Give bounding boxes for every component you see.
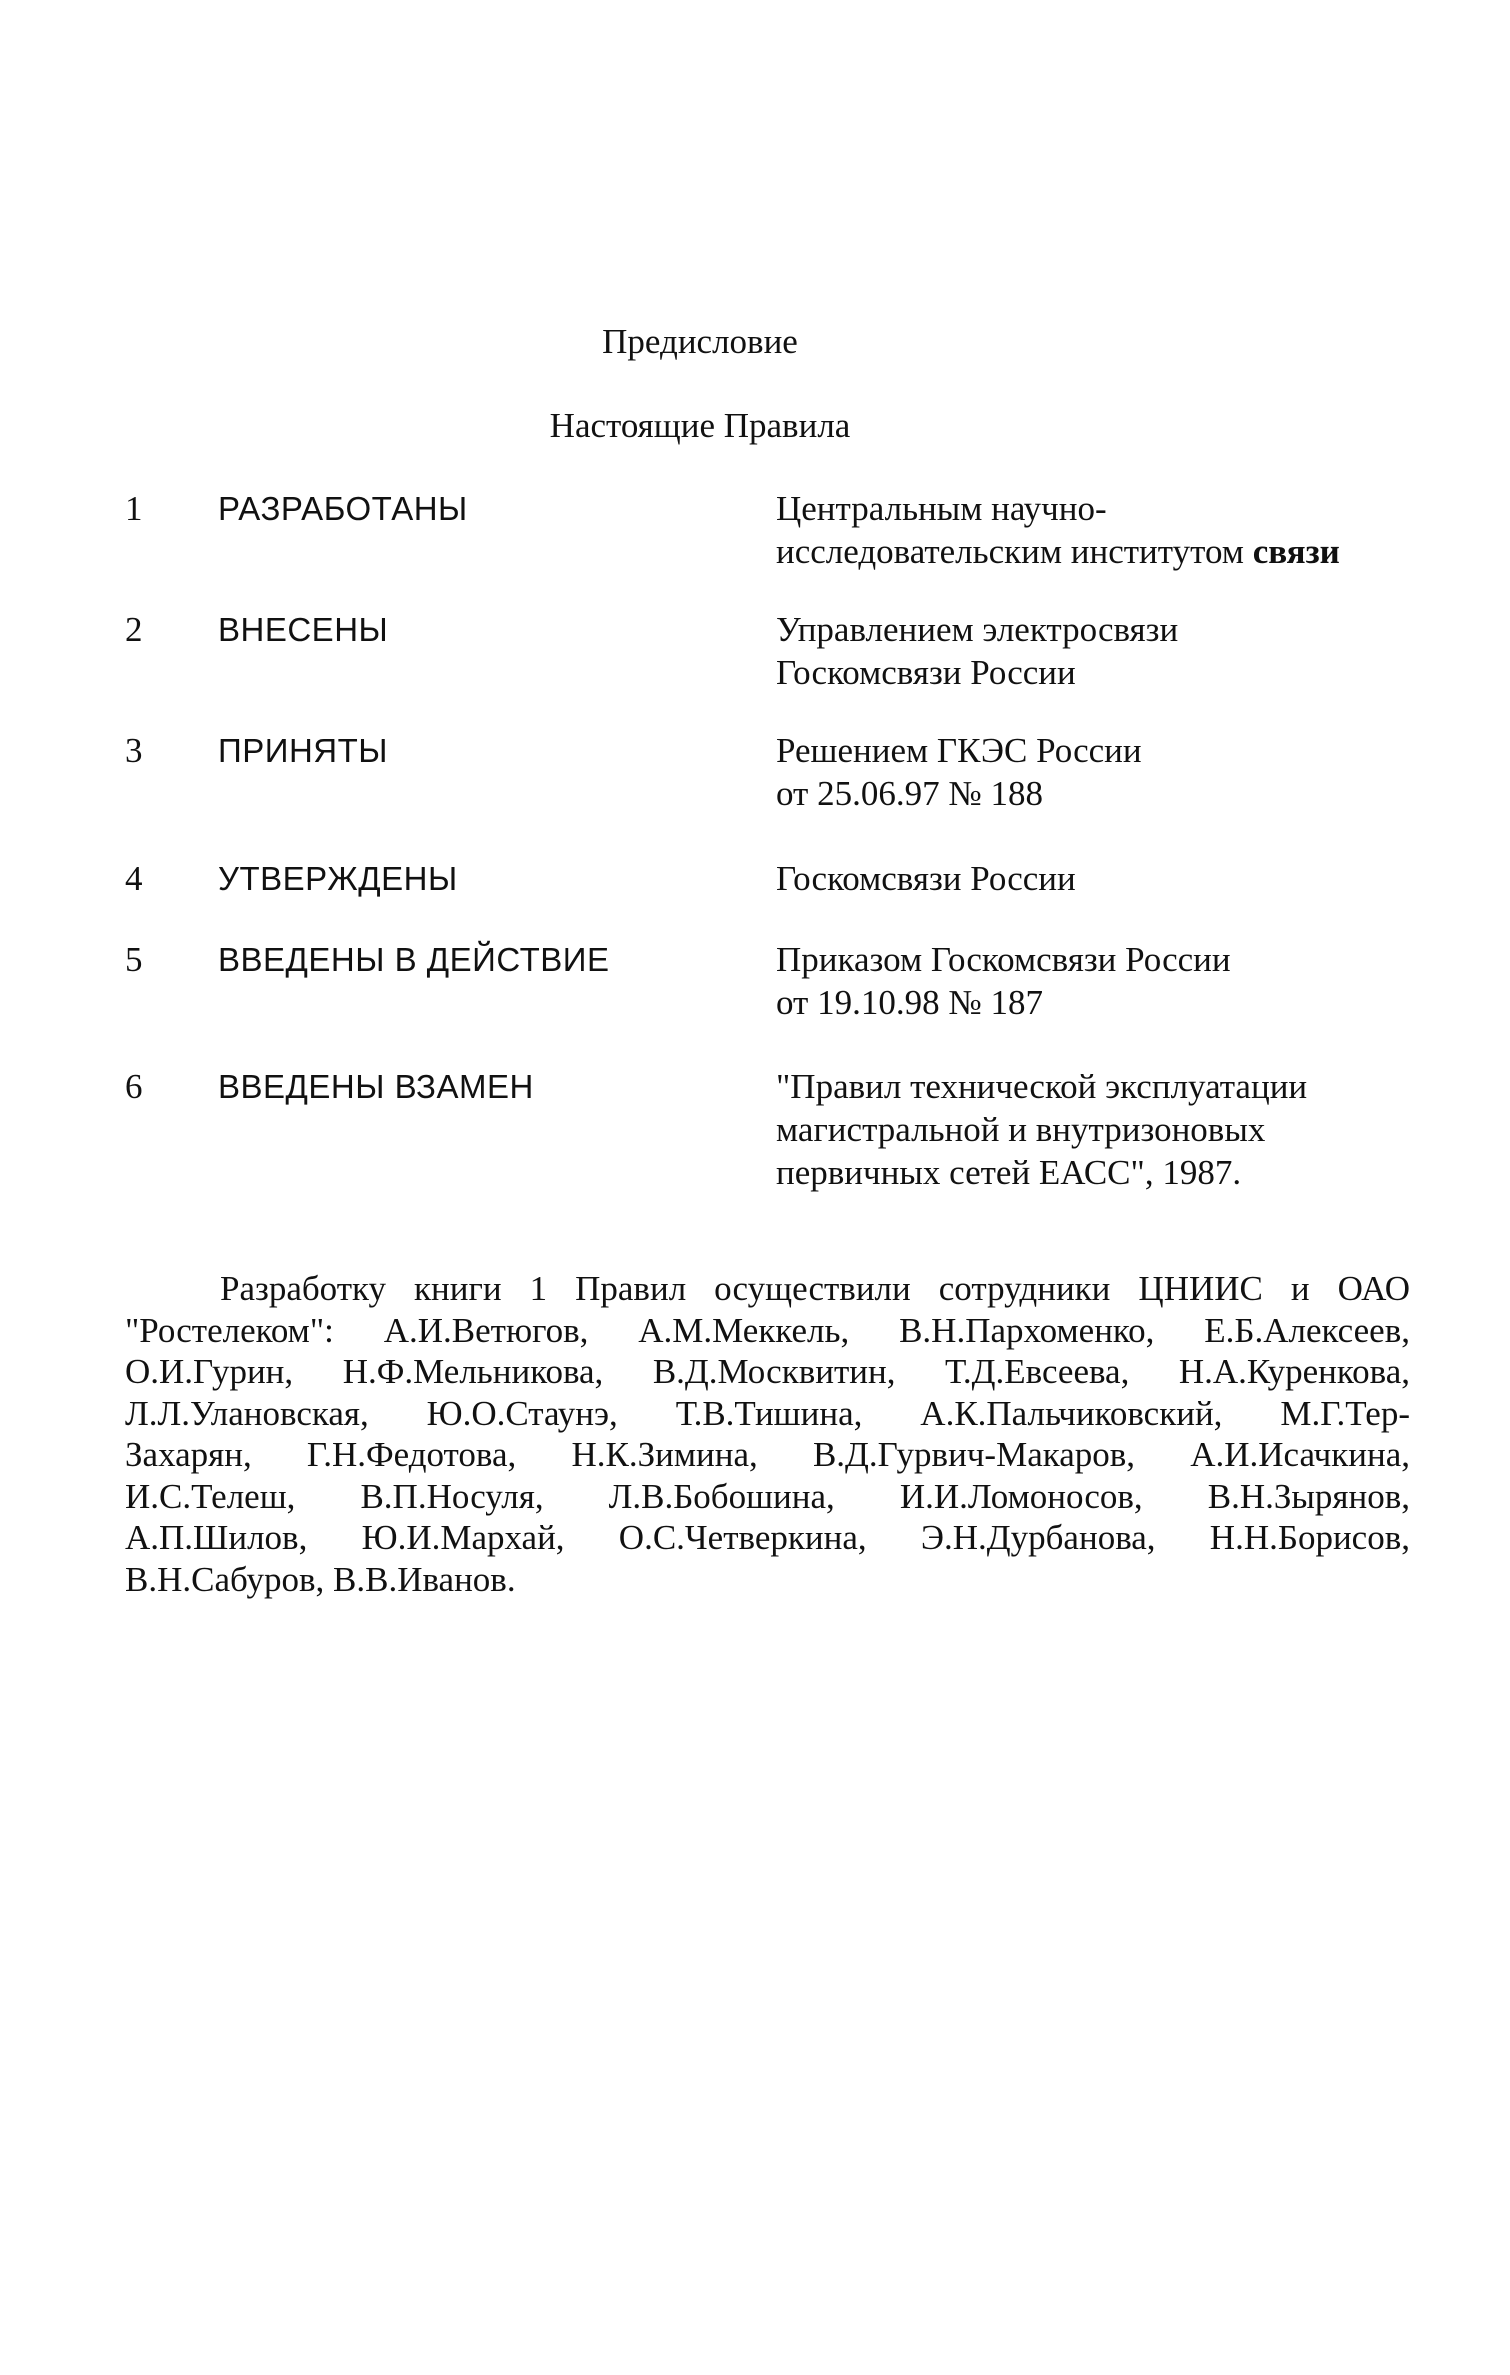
item-label: ВНЕСЕНЫ xyxy=(218,611,389,648)
item-number: 4 xyxy=(125,859,143,898)
item-value-line: Управлением электросвязи xyxy=(776,610,1179,649)
item-number: 6 xyxy=(125,1067,143,1106)
credits-line: А.П.Шилов, Ю.И.Мархай, О.С.Четверкина, Э.Н.Дурбанова, Н.Н.Борисов, xyxy=(125,1518,1410,1557)
credits-line: "Ростелеком": А.И.Ветюгов, А.М.Меккель, В.Н.Пархоменко, Е.Б.Алексеев, xyxy=(125,1310,1410,1350)
item-value-bold: связи xyxy=(1252,532,1340,571)
credits-line: Разработку книги 1 Правил осуществили сотрудники ЦНИИС и ОАО xyxy=(220,1269,1410,1308)
item-label: ВВЕДЕНЫ ВЗАМЕН xyxy=(218,1068,534,1105)
item-value-line: исследовательским институтом связи xyxy=(776,532,1340,571)
item-value-line: магистральной и внутризоновых xyxy=(776,1110,1266,1149)
item-label: РАЗРАБОТАНЫ xyxy=(218,490,468,527)
item-value-line: Центральным научно- xyxy=(776,489,1107,528)
preface-title: Предисловие xyxy=(602,322,798,361)
item-number: 3 xyxy=(125,731,143,770)
item-number: 2 xyxy=(125,610,143,649)
item-value xyxy=(776,857,1416,900)
item-value xyxy=(776,1065,1416,1194)
item-value xyxy=(776,729,1416,815)
credits-paragraph xyxy=(125,1268,1410,1600)
item-value-line: от 25.06.97 № 188 xyxy=(776,774,1043,813)
item-value-line: первичных сетей ЕАСС", 1987. xyxy=(776,1153,1242,1192)
item-value-line: Госкомсвязи России xyxy=(776,653,1076,692)
rules-heading: Настоящие Правила xyxy=(549,406,851,445)
credits-line: В.Н.Сабуров, В.В.Иванов. xyxy=(125,1559,516,1599)
credits-line: Л.Л.Улановская, Ю.О.Стаунэ, Т.В.Тишина, А.К.Пальчиковский, М.Г.Тер- xyxy=(125,1393,1410,1433)
item-value xyxy=(776,487,1416,573)
item-value xyxy=(776,938,1416,1024)
item-value-line: Госкомсвязи России xyxy=(776,859,1076,898)
credits-line: И.С.Телеш, В.П.Носуля, Л.В.Бобошина, И.И.Ломоносов, В.Н.Зырянов, xyxy=(125,1476,1410,1516)
item-value-line: "Правил технической эксплуатации xyxy=(776,1067,1308,1106)
item-number: 1 xyxy=(125,489,143,528)
item-label: УТВЕРЖДЕНЫ xyxy=(218,860,458,897)
item-value xyxy=(776,608,1416,694)
item-value-line: Приказом Госкомсвязи России xyxy=(776,940,1231,979)
item-label: ВВЕДЕНЫ В ДЕЙСТВИЕ xyxy=(218,941,610,978)
item-value-line: от 19.10.98 № 187 xyxy=(776,983,1043,1022)
item-label: ПРИНЯТЫ xyxy=(218,732,388,769)
credits-line: О.И.Гурин, Н.Ф.Мельникова, В.Д.Москвитин, Т.Д.Евсеева, Н.А.Куренкова, xyxy=(125,1352,1410,1391)
credits-line: Захарян, Г.Н.Федотова, Н.К.Зимина, В.Д.Гурвич-Макаров, А.И.Исачкина, xyxy=(125,1435,1410,1474)
item-value-line: Решением ГКЭС России xyxy=(776,731,1142,770)
item-number: 5 xyxy=(125,940,143,979)
